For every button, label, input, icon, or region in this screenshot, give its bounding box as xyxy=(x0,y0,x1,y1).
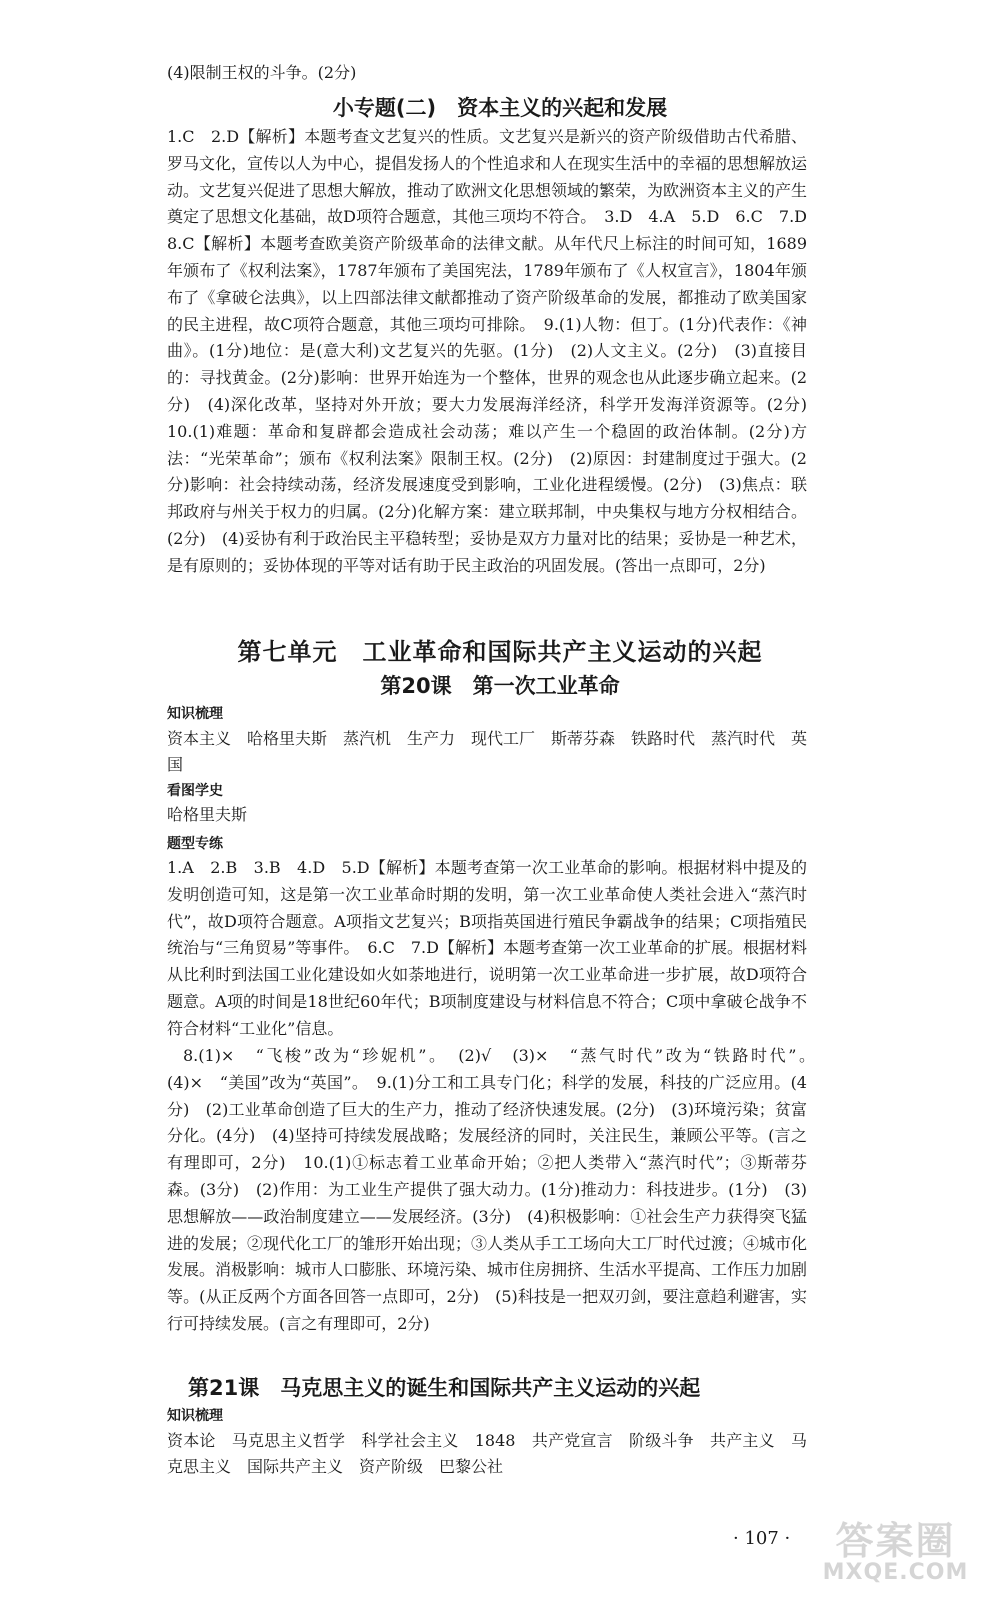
topic-2-title: 小专题(二) 资本主义的兴起和发展 xyxy=(332,96,668,120)
page-number: · 107 · xyxy=(733,1528,791,1549)
lesson-20-answers-part1: 1.A 2.B 3.B 4.D 5.D【解析】本题考查第一次工业革命的影响。根据材料中提及的发明创造可知，这是第一次工业革命时期的发明，第一次工业革命使人类社会进入“蒸汽时代”，故D项符合题意。A项指文艺复兴；B项指英国进行殖民争霸战争的结果；C项指殖民统治与“三角贸易”等事件。 6.C 7.D【解析】本题考查第一次工业革命的扩展。根据材料从比利时到法国工业化建设如火如荼地进行，说明第一次工业革命进一步扩展，故D项符合题意。A项的时间是18世纪60年代；B项制度建设与材料信息不符合；C项中拿破仑战争不符合材料“工业化”信息。 xyxy=(167,858,807,1038)
lesson-20-picture-answer: 哈格里夫斯 xyxy=(167,805,248,824)
lesson-21-title: 第21课 马克思主义的诞生和国际共产主义运动的兴起 xyxy=(188,1376,701,1400)
lesson-20-answers-part2: 8.(1)× “飞梭”改为“珍妮机”。 (2)√ (3)× “蒸气时代”改为“铁路时代”。 (4)× “美国”改为“英国”。 9.(1)分工和工具专门化；科学的发展，科技的广泛应用。(4分) (2)工业革命创造了巨大的生产力，推动了经济快速发展。(2分) (3)环境污染；贫富分化。(4分) (4)坚持可持续发展战略；发展经济的同时，关注民生，兼顾公平等。(言之有理即可，2分) 10.(1)①标志着工业革命开始；②把人类带入“蒸汽时代”；③斯蒂芬森。(3分) (2)作用：为工业生产提供了强大动力。(1分)推动力：科技进步。(1分) (3)思想解放——政治制度建立——发展经济。(3分) (4)积极影响：①社会生产力获得突飞猛进的发展；②现代化工厂的雏形开始出现；③人类从手工工场向大工厂时代过渡；④城市化发展。消极影响：城市人口膨胀、环境污染、城市住房拥挤、生活水平提高、工作压力加剧等。(从正反两个方面各回答一点即可，2分) (5)科技是一把双刃剑，要注意趋利避害，实行可持续发展。(言之有理即可，2分) xyxy=(167,1046,824,1333)
unit-7-title: 第七单元 工业革命和国际共产主义运动的兴起 xyxy=(237,638,763,666)
lesson-21-knowledge-heading: 知识梳理 xyxy=(167,1408,223,1424)
lesson-21-knowledge: 资本论 马克思主义哲学 科学社会主义 1848 共产党宣言 阶级斗争 共产主义 马克思主义 国际共产主义 资产阶级 巴黎公社 xyxy=(167,1431,807,1476)
lesson-20-knowledge: 资本主义 哈格里夫斯 蒸汽机 生产力 现代工厂 斯蒂芬森 铁路时代 蒸汽时代 英国 xyxy=(167,729,808,774)
previous-answer-line: (4)限制王权的斗争。(2分) xyxy=(167,63,357,82)
lesson-20-picture-heading: 看图学史 xyxy=(167,783,223,799)
watermark-logo-text: 答案圈 xyxy=(835,1519,956,1563)
watermark-domain: MXQE.COM xyxy=(822,1560,969,1585)
topic-2-answers: 1.C 2.D【解析】本题考查文艺复兴的性质。文艺复兴是新兴的资产阶级借助古代希腊、罗马文化，宣传以人为中心，提倡发扬人的个性追求和人在现实生活中的幸福的思想解放运动。文艺复兴促进了思想大解放，推动了欧洲文化思想领域的繁荣，为欧洲资本主义的产生奠定了思想文化基础，故D项符合题意，其他三项均不符合。 3.D 4.A 5.D 6.C 7.D 8.C【解析】本题考查欧美资产阶级革命的法律文献。从年代尺上标注的时间可知，1689年颁布了《权利法案》，1787年颁布了美国宪法，1789年颁布了《人权宣言》，1804年颁布了《拿破仑法典》，以上四部法律文献都推动了资产阶级革命的发展，都推动了欧美国家的民主进程，故C项符合题意，其他三项均可排除。 9.(1)人物：但丁。(1分)代表作：《神曲》。(1分)地位：是(意大利)文艺复兴的先驱。(1分) (2)人文主义。(2分) (3)直接目的：寻找黄金。(2分)影响：世界开始连为一个整体，世界的观念也从此逐步确立起来。(2分) (4)深化改革，坚持对外开放；要大力发展海洋经济，科学开发海洋资源等。(2分) 10.(1)难题：革命和复辟都会造成社会动荡；难以产生一个稳固的政治体制。(2分)方法：“光荣革命”；颁布《权利法案》限制王权。(2分) (2)原因：封建制度过于强大。(2分)影响：社会持续动荡，经济发展速度受到影响，工业化进程缓慢。(2分) (3)焦点：联邦政府与州关于权力的归属。(2分)化解方案：建立联邦制，中央集权与地方分权相结合。(2分) (4)妥协有利于政治民主平稳转型；妥协是双方力量对比的结果；妥协是一种艺术，是有原则的；妥协体现的平等对话有助于民主政治的巩固发展。(答出一点即可，2分) xyxy=(167,127,824,575)
lesson-20-title: 第20课 第一次工业革命 xyxy=(380,674,620,698)
lesson-20-practice-heading: 题型专练 xyxy=(167,836,223,852)
site-watermark xyxy=(808,1510,983,1590)
lesson-20-knowledge-heading: 知识梳理 xyxy=(167,706,223,722)
